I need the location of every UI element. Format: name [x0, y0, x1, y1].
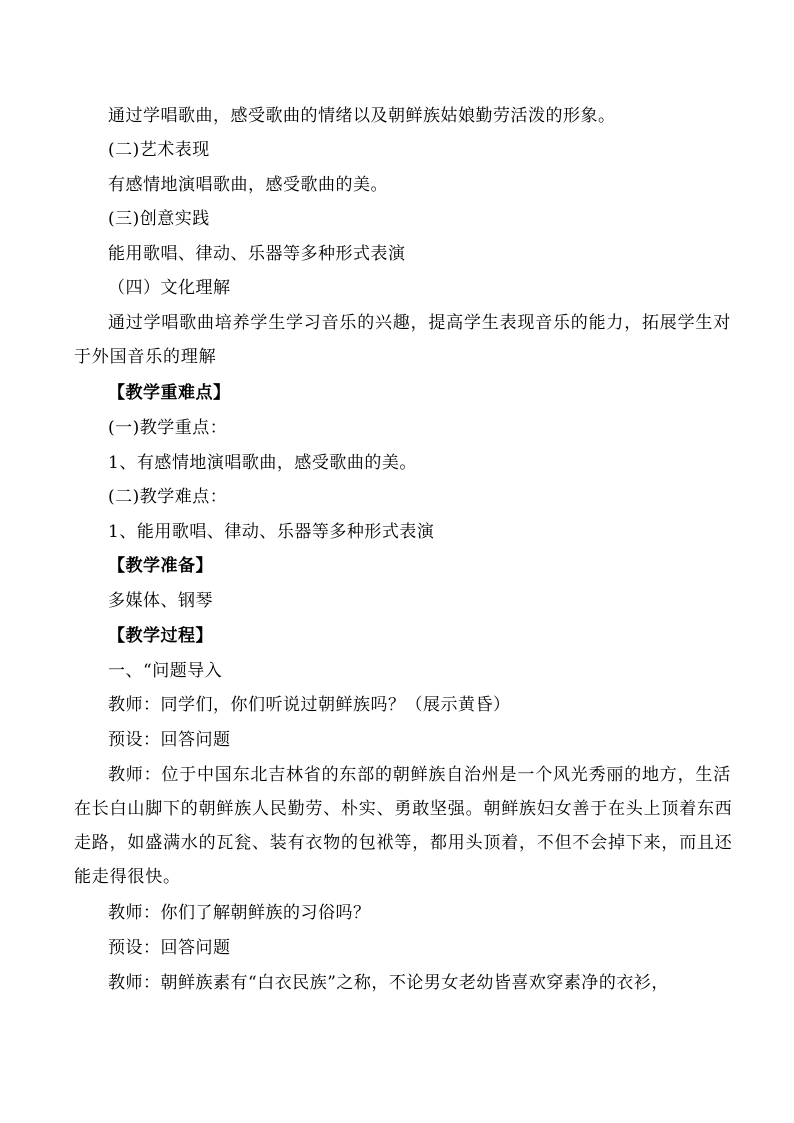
- paragraph: 通过学唱歌曲培养学生学习音乐的兴趣，提高学生表现音乐的能力，拓展学生对于外国音乐的理解: [74, 313, 731, 367]
- section-heading: (二)教学难点：: [108, 487, 228, 507]
- text-line: 预设：回答问题: [108, 730, 231, 750]
- text-line: 1、有感情地演唱歌曲，感受歌曲的美。: [108, 453, 417, 473]
- paragraph: 教师：位于中国东北吉林省的东部的朝鲜族自治州是一个风光秀丽的地方，生活在长白山脚下的朝鲜族人民勤劳、朴实、勇敢坚强。朝鲜族妇女善于在头上顶着东西走路，如盛满水的瓦瓮、装有衣物的包袱等，都用头顶着，不但不会掉下来，而且还能走得很快。: [74, 765, 733, 887]
- bold-heading: 【教学过程】: [108, 626, 213, 646]
- text-line: 预设：回答问题: [108, 938, 231, 958]
- section-heading: (三)创意实践: [108, 209, 210, 229]
- section-heading: (二)艺术表现: [108, 140, 210, 160]
- section-heading: (一)教学重点：: [108, 418, 228, 438]
- bold-heading: 【教学准备】: [108, 556, 213, 576]
- text-line: 有感情地演唱歌曲，感受歌曲的美。: [108, 175, 388, 195]
- bold-heading: 【教学重难点】: [108, 383, 231, 403]
- text-line: 教师：你们了解朝鲜族的习俗吗？: [108, 903, 371, 923]
- text-line: 教师：同学们，你们听说过朝鲜族吗？（展示黄昏）: [108, 695, 511, 715]
- section-heading: （四）文化理解: [108, 278, 231, 298]
- text-line: 能用歌唱、律动、乐器等多种形式表演: [108, 244, 406, 264]
- text-line: 通过学唱歌曲，感受歌曲的情绪以及朝鲜族姑娘勤劳活泼的形象。: [108, 106, 616, 126]
- text-line: 多媒体、钢琴: [108, 591, 213, 611]
- text-line: 一、“问题导入: [108, 661, 223, 681]
- text-line: 1、能用歌唱、律动、乐器等多种形式表演: [108, 522, 435, 542]
- text-line: 教师：朝鲜族素有“白衣民族”之称，不论男女老幼皆喜欢穿素净的衣衫，: [108, 973, 669, 993]
